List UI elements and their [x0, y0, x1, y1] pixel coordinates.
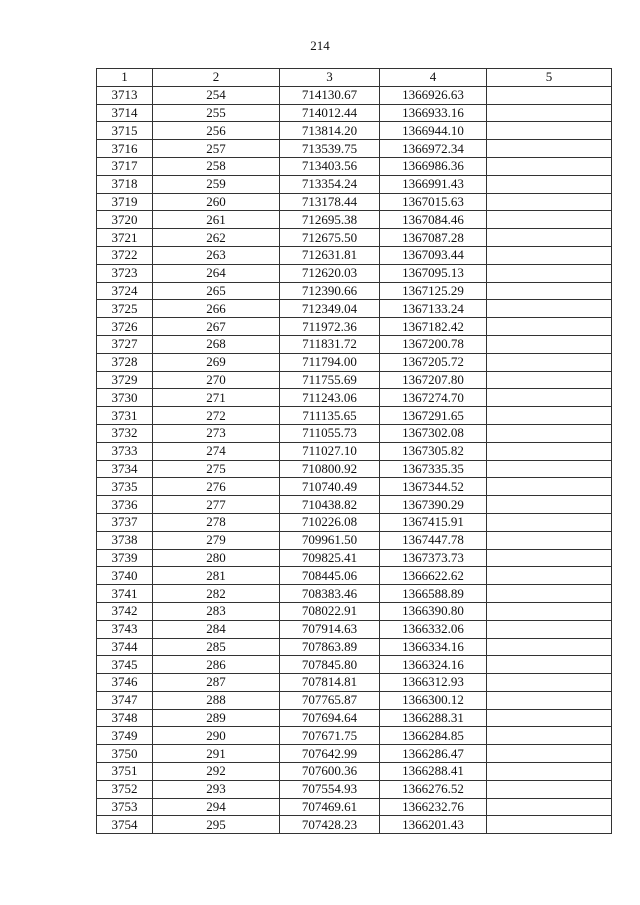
- table-row: [97, 585, 612, 603]
- table-row: [97, 264, 612, 282]
- table-row: [97, 638, 612, 656]
- table-cell: 3715: [97, 122, 153, 140]
- table-cell: 3734: [97, 460, 153, 478]
- table-cell: 711831.72: [280, 335, 380, 353]
- table-cell: 1367087.28: [380, 229, 487, 247]
- table-cell: 1366622.62: [380, 567, 487, 585]
- table-cell: 707814.81: [280, 674, 380, 692]
- table-cell: 712390.66: [280, 282, 380, 300]
- table-row: [97, 798, 612, 816]
- table-cell: [487, 229, 612, 247]
- table-cell: [487, 353, 612, 371]
- table-cell: [487, 727, 612, 745]
- table-cell: 275: [153, 460, 280, 478]
- table-cell: 712695.38: [280, 211, 380, 229]
- table-cell: 713354.24: [280, 175, 380, 193]
- table-cell: 707845.80: [280, 656, 380, 674]
- table-cell: [487, 763, 612, 781]
- table-cell: [487, 86, 612, 104]
- table-row: [97, 780, 612, 798]
- column-header: 3: [280, 69, 380, 87]
- table-cell: 1366324.16: [380, 656, 487, 674]
- table-cell: [487, 104, 612, 122]
- table-cell: 3733: [97, 442, 153, 460]
- table-cell: 3745: [97, 656, 153, 674]
- table-cell: 3747: [97, 691, 153, 709]
- table-row: [97, 211, 612, 229]
- table-cell: [487, 816, 612, 834]
- table-cell: 3732: [97, 424, 153, 442]
- table-cell: 711755.69: [280, 371, 380, 389]
- table-row: [97, 335, 612, 353]
- table-row: [97, 104, 612, 122]
- table-cell: 3743: [97, 620, 153, 638]
- table-cell: 710740.49: [280, 478, 380, 496]
- table-cell: 1367015.63: [380, 193, 487, 211]
- table-cell: [487, 549, 612, 567]
- table-cell: 714012.44: [280, 104, 380, 122]
- table-cell: 3726: [97, 318, 153, 336]
- table-cell: [487, 638, 612, 656]
- table-cell: 1367415.91: [380, 513, 487, 531]
- table-cell: 1367182.42: [380, 318, 487, 336]
- table-cell: 1367291.65: [380, 407, 487, 425]
- table-cell: 1367274.70: [380, 389, 487, 407]
- table-cell: 707914.63: [280, 620, 380, 638]
- table-cell: 3721: [97, 229, 153, 247]
- table-cell: 273: [153, 424, 280, 442]
- table-cell: 1366390.80: [380, 602, 487, 620]
- table-cell: 1366284.85: [380, 727, 487, 745]
- table-cell: 284: [153, 620, 280, 638]
- table-cell: 712631.81: [280, 246, 380, 264]
- table-cell: 1366926.63: [380, 86, 487, 104]
- page-number: 214: [310, 38, 330, 53]
- table-cell: 708022.91: [280, 602, 380, 620]
- table-cell: 1367335.35: [380, 460, 487, 478]
- table-cell: 258: [153, 157, 280, 175]
- table-row: [97, 478, 612, 496]
- table-row: [97, 300, 612, 318]
- table-header-row: [97, 69, 612, 87]
- table-cell: 3729: [97, 371, 153, 389]
- table-row: [97, 602, 612, 620]
- table-cell: 3728: [97, 353, 153, 371]
- table-cell: 1366944.10: [380, 122, 487, 140]
- table-cell: 1366300.12: [380, 691, 487, 709]
- table-cell: 3727: [97, 335, 153, 353]
- table-cell: 1367447.78: [380, 531, 487, 549]
- table-cell: 1367200.78: [380, 335, 487, 353]
- table-cell: 711055.73: [280, 424, 380, 442]
- table-cell: 257: [153, 140, 280, 158]
- table-cell: [487, 602, 612, 620]
- table-row: [97, 674, 612, 692]
- table-cell: 278: [153, 513, 280, 531]
- table-cell: 707863.89: [280, 638, 380, 656]
- table-cell: 3725: [97, 300, 153, 318]
- table-cell: 271: [153, 389, 280, 407]
- table-row: [97, 442, 612, 460]
- table-row: [97, 496, 612, 514]
- table-cell: [487, 513, 612, 531]
- table-cell: 295: [153, 816, 280, 834]
- table-cell: 3736: [97, 496, 153, 514]
- table-cell: 259: [153, 175, 280, 193]
- table-cell: 290: [153, 727, 280, 745]
- table-row: [97, 353, 612, 371]
- table-cell: 3714: [97, 104, 153, 122]
- table-cell: 293: [153, 780, 280, 798]
- table-cell: [487, 478, 612, 496]
- table-cell: 282: [153, 585, 280, 603]
- table-row: [97, 389, 612, 407]
- table-cell: 283: [153, 602, 280, 620]
- table-cell: 3738: [97, 531, 153, 549]
- table-cell: 272: [153, 407, 280, 425]
- table-cell: 254: [153, 86, 280, 104]
- table-cell: 3754: [97, 816, 153, 834]
- table-cell: [487, 442, 612, 460]
- table-cell: 711027.10: [280, 442, 380, 460]
- table-cell: 279: [153, 531, 280, 549]
- table-cell: 3723: [97, 264, 153, 282]
- table-cell: 3722: [97, 246, 153, 264]
- table-cell: 267: [153, 318, 280, 336]
- table-cell: 292: [153, 763, 280, 781]
- table-cell: 3744: [97, 638, 153, 656]
- table-cell: [487, 157, 612, 175]
- table-cell: 265: [153, 282, 280, 300]
- table-cell: [487, 709, 612, 727]
- table-cell: 713178.44: [280, 193, 380, 211]
- table-cell: 3753: [97, 798, 153, 816]
- table-cell: [487, 674, 612, 692]
- table-row: [97, 531, 612, 549]
- table-cell: 1367125.29: [380, 282, 487, 300]
- table-cell: [487, 300, 612, 318]
- table-cell: 1366986.36: [380, 157, 487, 175]
- table-row: [97, 691, 612, 709]
- table-cell: 3716: [97, 140, 153, 158]
- table-cell: [487, 246, 612, 264]
- table-cell: 261: [153, 211, 280, 229]
- table-cell: 3749: [97, 727, 153, 745]
- table-row: [97, 122, 612, 140]
- table-cell: 294: [153, 798, 280, 816]
- table-row: [97, 86, 612, 104]
- table-cell: [487, 140, 612, 158]
- table-cell: [487, 407, 612, 425]
- table-row: [97, 763, 612, 781]
- table-cell: 710438.82: [280, 496, 380, 514]
- table-cell: 707694.64: [280, 709, 380, 727]
- table-cell: [487, 691, 612, 709]
- table-row: [97, 567, 612, 585]
- table-cell: [487, 798, 612, 816]
- table-row: [97, 229, 612, 247]
- table-row: [97, 157, 612, 175]
- table-cell: [487, 496, 612, 514]
- table-cell: 711135.65: [280, 407, 380, 425]
- table-cell: [487, 745, 612, 763]
- table-cell: 707600.36: [280, 763, 380, 781]
- table-cell: 1367207.80: [380, 371, 487, 389]
- table-cell: 3730: [97, 389, 153, 407]
- table-cell: 3746: [97, 674, 153, 692]
- table-cell: 1366334.16: [380, 638, 487, 656]
- table-cell: [487, 318, 612, 336]
- table-row: [97, 424, 612, 442]
- table-cell: 3737: [97, 513, 153, 531]
- table-cell: 287: [153, 674, 280, 692]
- table-cell: 1366276.52: [380, 780, 487, 798]
- table-cell: [487, 371, 612, 389]
- table-cell: [487, 585, 612, 603]
- table-cell: 3742: [97, 602, 153, 620]
- table-cell: 1367205.72: [380, 353, 487, 371]
- column-header: 2: [153, 69, 280, 87]
- table-cell: [487, 193, 612, 211]
- table-cell: [487, 175, 612, 193]
- table-cell: 709825.41: [280, 549, 380, 567]
- table-cell: [487, 780, 612, 798]
- table-cell: 1366288.41: [380, 763, 487, 781]
- table-cell: 708383.46: [280, 585, 380, 603]
- table-row: [97, 175, 612, 193]
- table-cell: 3735: [97, 478, 153, 496]
- table-cell: 709961.50: [280, 531, 380, 549]
- table-cell: 1366991.43: [380, 175, 487, 193]
- table-cell: 3713: [97, 86, 153, 104]
- table-cell: 711243.06: [280, 389, 380, 407]
- table-cell: 264: [153, 264, 280, 282]
- table-cell: 714130.67: [280, 86, 380, 104]
- table-cell: 1367084.46: [380, 211, 487, 229]
- table-cell: 713814.20: [280, 122, 380, 140]
- column-header: 5: [487, 69, 612, 87]
- table-cell: 285: [153, 638, 280, 656]
- table-cell: 710800.92: [280, 460, 380, 478]
- table-cell: 707428.23: [280, 816, 380, 834]
- table-cell: 1366972.34: [380, 140, 487, 158]
- table-cell: 262: [153, 229, 280, 247]
- table-body: [97, 86, 612, 833]
- table-row: [97, 549, 612, 567]
- table-cell: 1367095.13: [380, 264, 487, 282]
- table-cell: 260: [153, 193, 280, 211]
- table-cell: 712349.04: [280, 300, 380, 318]
- table-row: [97, 282, 612, 300]
- table-cell: 1366312.93: [380, 674, 487, 692]
- table-cell: [487, 567, 612, 585]
- table-cell: 1366933.16: [380, 104, 487, 122]
- table-cell: 1367344.52: [380, 478, 487, 496]
- table-cell: [487, 264, 612, 282]
- table-cell: [487, 122, 612, 140]
- table-row: [97, 656, 612, 674]
- table-cell: 1367302.08: [380, 424, 487, 442]
- table-cell: 3731: [97, 407, 153, 425]
- table-row: [97, 371, 612, 389]
- table-cell: [487, 460, 612, 478]
- table-cell: 255: [153, 104, 280, 122]
- table-cell: [487, 656, 612, 674]
- table-cell: 712675.50: [280, 229, 380, 247]
- table-cell: 711972.36: [280, 318, 380, 336]
- table-cell: 1366588.89: [380, 585, 487, 603]
- table-cell: 1367373.73: [380, 549, 487, 567]
- table-cell: 3750: [97, 745, 153, 763]
- table-cell: 3718: [97, 175, 153, 193]
- table-cell: 1367390.29: [380, 496, 487, 514]
- table-cell: 291: [153, 745, 280, 763]
- table-row: [97, 513, 612, 531]
- column-header: 4: [380, 69, 487, 87]
- table-cell: 1366332.06: [380, 620, 487, 638]
- table-cell: 1366288.31: [380, 709, 487, 727]
- table-cell: 712620.03: [280, 264, 380, 282]
- table-cell: 713539.75: [280, 140, 380, 158]
- table-cell: 256: [153, 122, 280, 140]
- table-cell: 3717: [97, 157, 153, 175]
- table-cell: 3751: [97, 763, 153, 781]
- table-row: [97, 727, 612, 745]
- table-cell: 710226.08: [280, 513, 380, 531]
- table-row: [97, 816, 612, 834]
- table-cell: 266: [153, 300, 280, 318]
- column-header: 1: [97, 69, 153, 87]
- table-row: [97, 460, 612, 478]
- table-row: [97, 407, 612, 425]
- table-cell: 3741: [97, 585, 153, 603]
- table-row: [97, 709, 612, 727]
- table-cell: 276: [153, 478, 280, 496]
- table-cell: 1366286.47: [380, 745, 487, 763]
- table-cell: 277: [153, 496, 280, 514]
- table-cell: 3720: [97, 211, 153, 229]
- table-cell: 3724: [97, 282, 153, 300]
- table-cell: 1366232.76: [380, 798, 487, 816]
- table-cell: 1367305.82: [380, 442, 487, 460]
- table-cell: 707765.87: [280, 691, 380, 709]
- table-cell: 280: [153, 549, 280, 567]
- table-cell: 1367093.44: [380, 246, 487, 264]
- table-cell: 3719: [97, 193, 153, 211]
- table-cell: 274: [153, 442, 280, 460]
- table-cell: [487, 211, 612, 229]
- table-cell: 270: [153, 371, 280, 389]
- table-cell: 281: [153, 567, 280, 585]
- table-cell: 1366201.43: [380, 816, 487, 834]
- table-cell: 3740: [97, 567, 153, 585]
- table-row: [97, 140, 612, 158]
- table-cell: 711794.00: [280, 353, 380, 371]
- table-cell: 708445.06: [280, 567, 380, 585]
- table-cell: 289: [153, 709, 280, 727]
- table-row: [97, 246, 612, 264]
- table-cell: 707554.93: [280, 780, 380, 798]
- table-cell: 3739: [97, 549, 153, 567]
- table-cell: 288: [153, 691, 280, 709]
- table-cell: 707469.61: [280, 798, 380, 816]
- table-cell: 286: [153, 656, 280, 674]
- table-cell: [487, 335, 612, 353]
- table-row: [97, 745, 612, 763]
- table-cell: [487, 282, 612, 300]
- table-cell: 263: [153, 246, 280, 264]
- table-cell: [487, 389, 612, 407]
- table-cell: [487, 531, 612, 549]
- table-cell: 269: [153, 353, 280, 371]
- table-cell: 3752: [97, 780, 153, 798]
- table-row: [97, 318, 612, 336]
- table-cell: 268: [153, 335, 280, 353]
- table-cell: 707642.99: [280, 745, 380, 763]
- table-cell: 1367133.24: [380, 300, 487, 318]
- table-cell: 713403.56: [280, 157, 380, 175]
- table-cell: [487, 424, 612, 442]
- coordinates-table: [96, 68, 612, 834]
- table-cell: 707671.75: [280, 727, 380, 745]
- table-cell: [487, 620, 612, 638]
- table-cell: 3748: [97, 709, 153, 727]
- table-row: [97, 193, 612, 211]
- table-row: [97, 620, 612, 638]
